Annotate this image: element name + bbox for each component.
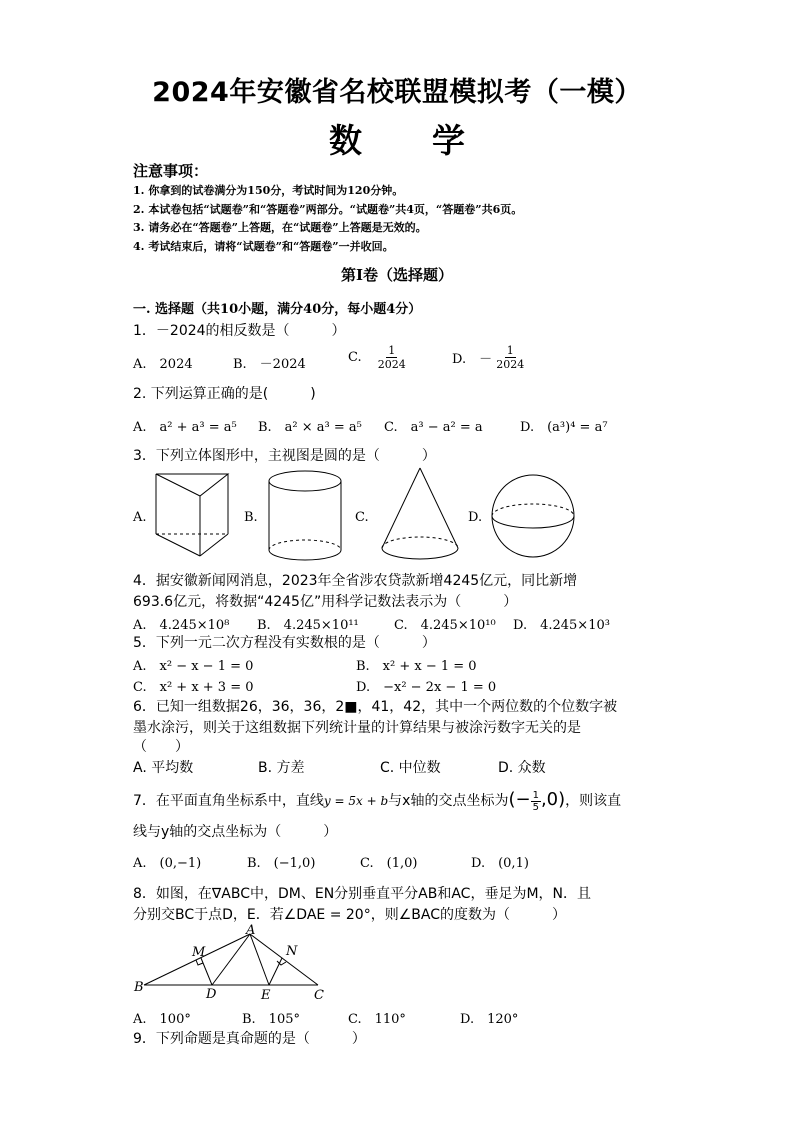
question-1-stem: 1．－2024的相反数是（ ）	[133, 323, 346, 339]
q6-option-c: C. 中位数	[380, 760, 441, 776]
notice-heading: 注意事项：	[133, 162, 209, 180]
q5-option-d: D. −x² − 2x − 1 = 0	[356, 680, 497, 695]
question-5-stem: 5．下列一元二次方程没有实数根的是（ ）	[133, 635, 436, 651]
triangular-prism-figure	[150, 470, 236, 560]
q6-option-b: B. 方差	[258, 760, 305, 776]
q2-option-d: D. (a³)⁴ = a⁷	[520, 420, 608, 435]
q6-option-d: D. 众数	[498, 760, 546, 776]
question-7-stem-line1	[133, 789, 621, 813]
q1-c-denominator: 2024	[377, 358, 406, 371]
subject-char-2: 学	[432, 121, 465, 160]
label-D: D	[206, 987, 217, 1002]
q1-option-c	[348, 344, 406, 371]
triangle-diagram	[130, 924, 330, 1004]
notice-item: 2. 本试卷包括“试题卷”和“答题卷”两部分。“试题卷”共4页，“答题卷”共6页。	[133, 203, 523, 216]
q7-stem-part3: ，则该直	[565, 793, 622, 809]
question-7-stem-line2: 线与y轴的交点坐标为（ ）	[133, 824, 338, 840]
q2-option-a: A. a² + a³ = a⁵	[133, 420, 237, 435]
question-3-stem: 3．下列立体图形中，主视图是圆的是（ ）	[133, 448, 436, 464]
question-8-stem-line1: 8．如图，在∇ABC中，DM、EN分别垂直平分AB和AC，垂足为M，N．且	[133, 886, 591, 902]
q4-option-c: C. 4.245×10¹⁰	[394, 618, 496, 633]
q8-option-b: B. 105°	[242, 1012, 300, 1027]
q7-point-numerator: 1	[532, 789, 539, 801]
exam-title: 2024年安徽省名校联盟模拟考（一模）	[152, 77, 642, 108]
q3-option-c: C.	[355, 510, 369, 525]
notice-item: 1. 你拿到的试卷满分为150分，考试时间为120分钟。	[133, 184, 404, 197]
label-M: M	[192, 945, 206, 960]
q5-option-a: A. x² − x − 1 = 0	[133, 659, 254, 674]
q2-option-c: C. a³ − a² = a	[384, 420, 483, 435]
q7-point-denominator: 5	[532, 801, 539, 813]
q1-option-d-label: D. －	[452, 352, 493, 367]
question-6-stem-line2: 墨水涂污，则关于这组数据下列统计量的计算结果与被涂污数字无关的是	[133, 720, 581, 736]
q7-option-b: B. (−1,0)	[247, 856, 316, 871]
q8-option-d: D. 120°	[460, 1012, 519, 1027]
q1-option-a: A. 2024	[133, 357, 193, 372]
question-9-stem: 9．下列命题是真命题的是（ ）	[133, 1031, 366, 1047]
question-8-stem-line2: 分别交BC于点D，E．若∠DAE = 20°，则∠BAC的度数为（ ）	[133, 907, 566, 923]
question-6-stem-line3: （ ）	[133, 739, 189, 755]
q8-option-a: A. 100°	[133, 1012, 191, 1027]
section-title: 第Ⅰ卷（选择题）	[340, 266, 454, 284]
q4-option-b: B. 4.245×10¹¹	[257, 618, 359, 633]
q7-line-equation: y = 5x + b	[323, 794, 389, 808]
question-6-stem-line1: 6．已知一组数据26，36，36，2■，41，42，其中一个两位数的个位数字被	[133, 699, 618, 715]
q1-option-d	[452, 344, 524, 371]
label-A: A	[246, 923, 256, 938]
q6-option-a: A. 平均数	[133, 760, 194, 776]
q7-stem-part2: 与x轴的交点坐标为	[388, 793, 509, 809]
q7-option-d: D. (0,1)	[471, 856, 529, 871]
q2-option-b: B. a² × a³ = a⁵	[258, 420, 362, 435]
q8-option-c: C. 110°	[348, 1012, 406, 1027]
cone-figure	[378, 466, 462, 564]
question-4-stem-line1: 4．据安徽新闻网消息，2023年全省涉农贷款新增4245亿元，同比新增	[133, 573, 578, 589]
label-N: N	[286, 944, 298, 959]
subject-char-1: 数	[329, 121, 362, 160]
subject-title	[0, 115, 794, 162]
cylinder-figure	[265, 468, 345, 564]
q1-d-denominator: 2024	[496, 358, 525, 371]
question-2-stem: 2. 下列运算正确的是( )	[133, 386, 316, 402]
notice-item: 3. 请务必在“答题卷”上答题，在“试题卷”上答题是无效的。	[133, 221, 427, 234]
q5-option-c: C. x² + x + 3 = 0	[133, 680, 254, 695]
sphere-figure	[490, 472, 576, 562]
notice-item: 4. 考试结束后，请将“试题卷”和“答题卷”一并收回。	[133, 240, 394, 253]
q1-option-c-label: C.	[348, 350, 362, 365]
q7-option-a: A. (0,−1)	[133, 856, 202, 871]
label-B: B	[134, 980, 144, 995]
q7-stem-part1: 7．在平面直角坐标系中，直线	[133, 793, 324, 809]
q4-option-d: D. 4.245×10³	[513, 618, 610, 633]
label-C: C	[314, 988, 324, 1003]
q5-option-b: B. x² + x − 1 = 0	[356, 659, 477, 674]
q1-option-b: B. －2024	[233, 357, 306, 372]
label-E: E	[261, 988, 271, 1003]
question-4-stem-line2: 693.6亿元，将数据“4245亿”用科学记数法表示为（ ）	[133, 594, 518, 610]
q7-point-open: (−	[508, 789, 531, 810]
q4-option-a: A. 4.245×10⁸	[133, 618, 230, 633]
q3-option-a: A.	[133, 510, 147, 525]
q7-option-c: C. (1,0)	[360, 856, 418, 871]
q7-point-close: ,0)	[540, 789, 566, 810]
q3-option-b: B.	[244, 510, 258, 525]
q1-d-numerator: 1	[506, 344, 514, 357]
q3-option-d: D.	[468, 510, 483, 525]
part-heading: 一. 选择题（共10小题，满分40分，每小题4分）	[133, 302, 422, 317]
q1-c-numerator: 1	[388, 344, 396, 357]
